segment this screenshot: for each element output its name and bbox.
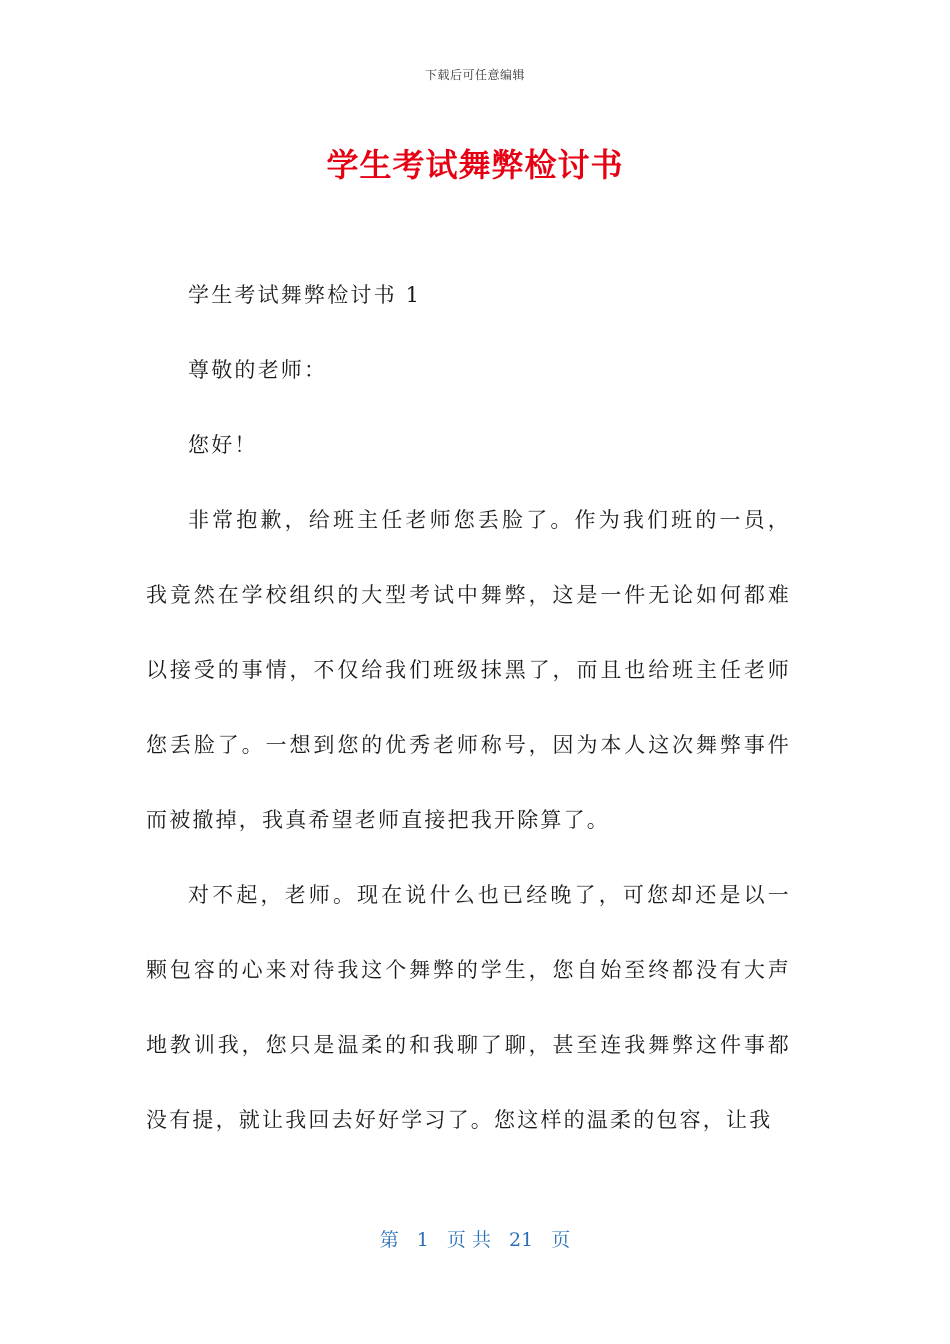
paragraph-body-1: 非常抱歉，给班主任老师您丢脸了。作为我们班的一员，我竟然在学校组织的大型考试中舞弊，这是一件无论如何都难以接受的事情，不仅给我们班级抹黑了，而且也给班主任老师您丢脸了。一想到您的优秀老师称号，因为本人这次舞弊事件而被撤掉，我真希望老师直接把我开除算了。 — [146, 508, 791, 832]
footer-total-pages: 21 — [509, 1229, 534, 1251]
header-note: 下载后可任意编辑 — [424, 68, 525, 82]
paragraph-subtitle: 学生考试舞弊检讨书 1 — [188, 283, 422, 307]
document-body — [146, 258, 791, 1158]
footer-label-end: 页 — [551, 1229, 571, 1251]
footer-current-page: 1 — [416, 1229, 429, 1251]
document-title: 学生考试舞弊检讨书 — [326, 146, 624, 184]
page-footer — [0, 1225, 950, 1252]
footer-label-of: 页 共 — [446, 1229, 491, 1251]
paragraph-body-2: 对不起，老师。现在说什么也已经晚了，可您却还是以一颗包容的心来对待我这个舞弊的学生，您自始至终都没有大声地教训我，您只是温柔的和我聊了聊，甚至连我舞弊这件事都没有提，就让我回去好好学习了。您这样的温柔的包容，让我 — [146, 883, 791, 1132]
paragraph-salutation: 尊敬的老师： — [188, 358, 328, 382]
paragraph-greeting: 您好！ — [188, 433, 258, 457]
footer-label-page: 第 — [379, 1229, 399, 1251]
